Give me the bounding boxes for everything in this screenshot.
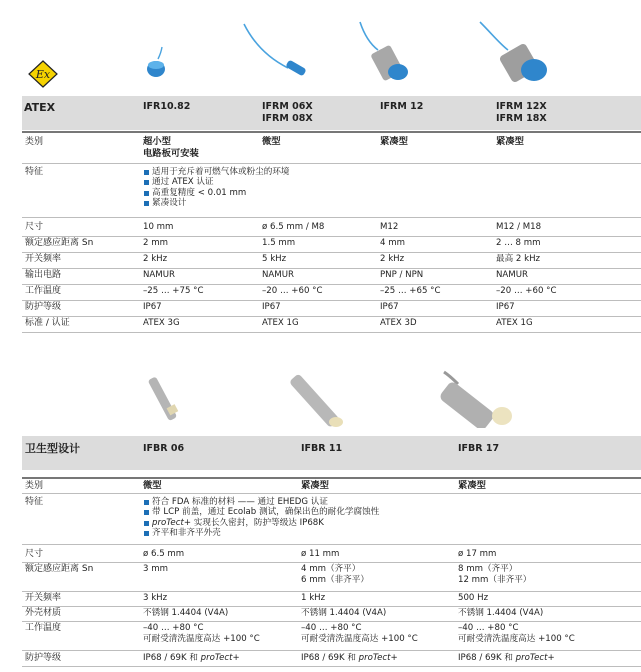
hygiene-row-label-features: 特征: [25, 497, 44, 507]
hyg-table-cell: 8 mm（齐平） 12 mm（非齐平）: [458, 564, 532, 585]
atex-table-cell: –25 … +65 °C: [380, 286, 441, 296]
protect-word: proTect+: [152, 517, 192, 528]
atex-table-cell: 2 kHz: [380, 254, 405, 264]
hygiene-section-title: 卫生型设计: [25, 442, 80, 455]
protection-prefix: IP68 / 69K 和: [143, 653, 201, 663]
atex-row-label: 工作温度: [25, 286, 62, 296]
hyg-table-cell: ø 6.5 mm: [143, 549, 185, 559]
protect-word: proTect+: [358, 653, 398, 663]
hyg-table-cell: 3 mm: [143, 564, 168, 574]
atex-table-cell: 5 kHz: [262, 254, 287, 264]
atex-feature-list: [143, 167, 290, 209]
atex-feature: 适用于充斥着可燃气体或粉尘的环境: [143, 167, 290, 177]
hyg-row-label: 尺寸: [25, 549, 44, 559]
atex-table-cell: ATEX 1G: [262, 318, 299, 328]
atex-model-3: IFRM 12: [380, 101, 424, 112]
ex-symbol-text: Ex: [35, 68, 51, 81]
hygiene-feature-text: 实现长久密封，防护等级达 IP68K: [193, 517, 324, 528]
hygiene-feature: 带 LCP 前盖，通过 Ecolab 测试，确保出色的耐化学腐蚀性: [143, 507, 379, 517]
hyg-table-cell: 500 Hz: [458, 593, 489, 603]
atex-table-cell: M12: [380, 222, 399, 232]
ifbr06-sensor-image: [140, 372, 200, 432]
atex-table-cell: PNP / NPN: [380, 270, 424, 280]
atex-table-cell: ATEX 3D: [380, 318, 417, 328]
atex-table-cell: M12 / M18: [496, 222, 542, 232]
hygiene-model-3: IFBR 17: [458, 443, 500, 454]
hygiene-feature: [143, 518, 379, 528]
hygiene-feature-list: [143, 497, 379, 539]
ifrm12x-sensor-image: [478, 18, 558, 88]
atex-row-label-features: 特征: [25, 167, 44, 177]
atex-section-title: ATEX: [24, 101, 56, 114]
atex-row-label: 开关频率: [25, 254, 62, 264]
atex-feature: 紧凑设计: [143, 198, 290, 208]
atex-row-label-category: 类别: [25, 137, 44, 147]
ex-warning-icon: [28, 60, 58, 88]
hyg-table-cell: ø 17 mm: [458, 549, 497, 559]
hyg-table-cell: 3 kHz: [143, 593, 168, 603]
atex-feature: 高重复精度 < 0.01 mm: [143, 188, 290, 198]
hyg-table-cell: [143, 653, 240, 664]
atex-divider: [22, 131, 641, 133]
hyg-table-cell: [301, 653, 398, 664]
atex-table-cell: –25 … +75 °C: [143, 286, 204, 296]
hygiene-category-3: 紧凑型: [458, 480, 486, 491]
hygiene-row-label-category: 类别: [25, 481, 44, 491]
atex-table-cell: 4 mm: [380, 238, 405, 248]
hygiene-category-2: 紧凑型: [301, 480, 329, 491]
hyg-table-cell: 1 kHz: [301, 593, 326, 603]
atex-table-cell: –20 … +60 °C: [496, 286, 557, 296]
atex-table-cell: IP67: [143, 302, 162, 312]
protection-prefix: IP68 / 69K 和: [301, 653, 359, 663]
hyg-row-label: 外壳材质: [25, 608, 62, 618]
atex-table-cell: 最高 2 kHz: [496, 254, 541, 264]
hyg-table-cell: [458, 653, 555, 664]
atex-header-band: [22, 96, 641, 130]
ifrm06x-sensor-image: [236, 22, 316, 84]
hyg-row-label: 额定感应距离 Sn: [25, 564, 94, 574]
atex-table-cell: ATEX 3G: [143, 318, 180, 328]
atex-table-cell: –20 … +60 °C: [262, 286, 323, 296]
hygiene-feature: 符合 FDA 标准的材料 —— 通过 EHEDG 认证: [143, 497, 379, 507]
atex-table-cell: IP67: [262, 302, 281, 312]
atex-table-cell: 2 … 8 mm: [496, 238, 541, 248]
protection-prefix: IP68 / 69K 和: [458, 653, 516, 663]
protect-word: proTect+: [515, 653, 555, 663]
atex-row-label: 尺寸: [25, 222, 44, 232]
atex-table-cell: 2 kHz: [143, 254, 168, 264]
atex-table-cell: 1.5 mm: [262, 238, 296, 248]
hyg-table-cell: 不锈钢 1.4404 (V4A): [301, 608, 387, 618]
atex-row-label: 输出电路: [25, 270, 62, 280]
hyg-table-cell: ø 11 mm: [301, 549, 340, 559]
ifrm12-sensor-image: [356, 20, 416, 90]
atex-table-cell: IP67: [496, 302, 515, 312]
atex-table-cell: ø 6.5 mm / M8: [262, 222, 325, 232]
atex-table-cell: NAMUR: [143, 270, 175, 280]
ifr1082-sensor-image: [140, 45, 180, 85]
hygiene-feature: 齐平和非齐平外壳: [143, 528, 379, 538]
atex-feature: 通过 ATEX 认证: [143, 177, 290, 187]
atex-table-cell: 2 mm: [143, 238, 168, 248]
hyg-table-cell: 不锈钢 1.4404 (V4A): [458, 608, 544, 618]
hyg-table-cell: –40 … +80 °C 可耐受清洗温度高达 +100 °C: [301, 623, 418, 644]
hygiene-model-1: IFBR 06: [143, 443, 185, 454]
hyg-row-label: 工作温度: [25, 623, 62, 633]
atex-row-label: 标准 / 认证: [25, 318, 70, 328]
hyg-table-cell: 不锈钢 1.4404 (V4A): [143, 608, 229, 618]
ifbr17-sensor-image: [440, 366, 520, 428]
hygiene-model-2: IFBR 11: [301, 443, 343, 454]
atex-row-label: 防护等级: [25, 302, 62, 312]
atex-category-1: 超小型 电路板可安装: [143, 136, 199, 159]
atex-table-cell: IP67: [380, 302, 399, 312]
atex-category-4: 紧凑型: [496, 136, 524, 147]
atex-table-cell: NAMUR: [262, 270, 294, 280]
hyg-row-label: 开关频率: [25, 593, 62, 603]
atex-model-1: IFR10.82: [143, 101, 191, 112]
atex-category-3: 紧凑型: [380, 136, 408, 147]
hyg-table-cell: 4 mm（齐平） 6 mm（非齐平）: [301, 564, 369, 585]
hyg-table-cell: –40 … +80 °C 可耐受清洗温度高达 +100 °C: [458, 623, 575, 644]
atex-table-cell: 10 mm: [143, 222, 174, 232]
atex-table-cell: ATEX 1G: [496, 318, 533, 328]
atex-model-4: IFRM 12X IFRM 18X: [496, 101, 547, 124]
hygiene-category-1: 微型: [143, 480, 162, 491]
atex-category-2: 微型: [262, 136, 281, 147]
hyg-row-label: 防护等级: [25, 653, 62, 663]
atex-table-cell: NAMUR: [496, 270, 528, 280]
atex-model-2: IFRM 06X IFRM 08X: [262, 101, 313, 124]
atex-row-label: 额定感应距离 Sn: [25, 238, 94, 248]
ifbr11-sensor-image: [286, 370, 356, 430]
protect-word: proTect+: [200, 653, 240, 663]
hyg-table-cell: –40 … +80 °C 可耐受清洗温度高达 +100 °C: [143, 623, 260, 644]
